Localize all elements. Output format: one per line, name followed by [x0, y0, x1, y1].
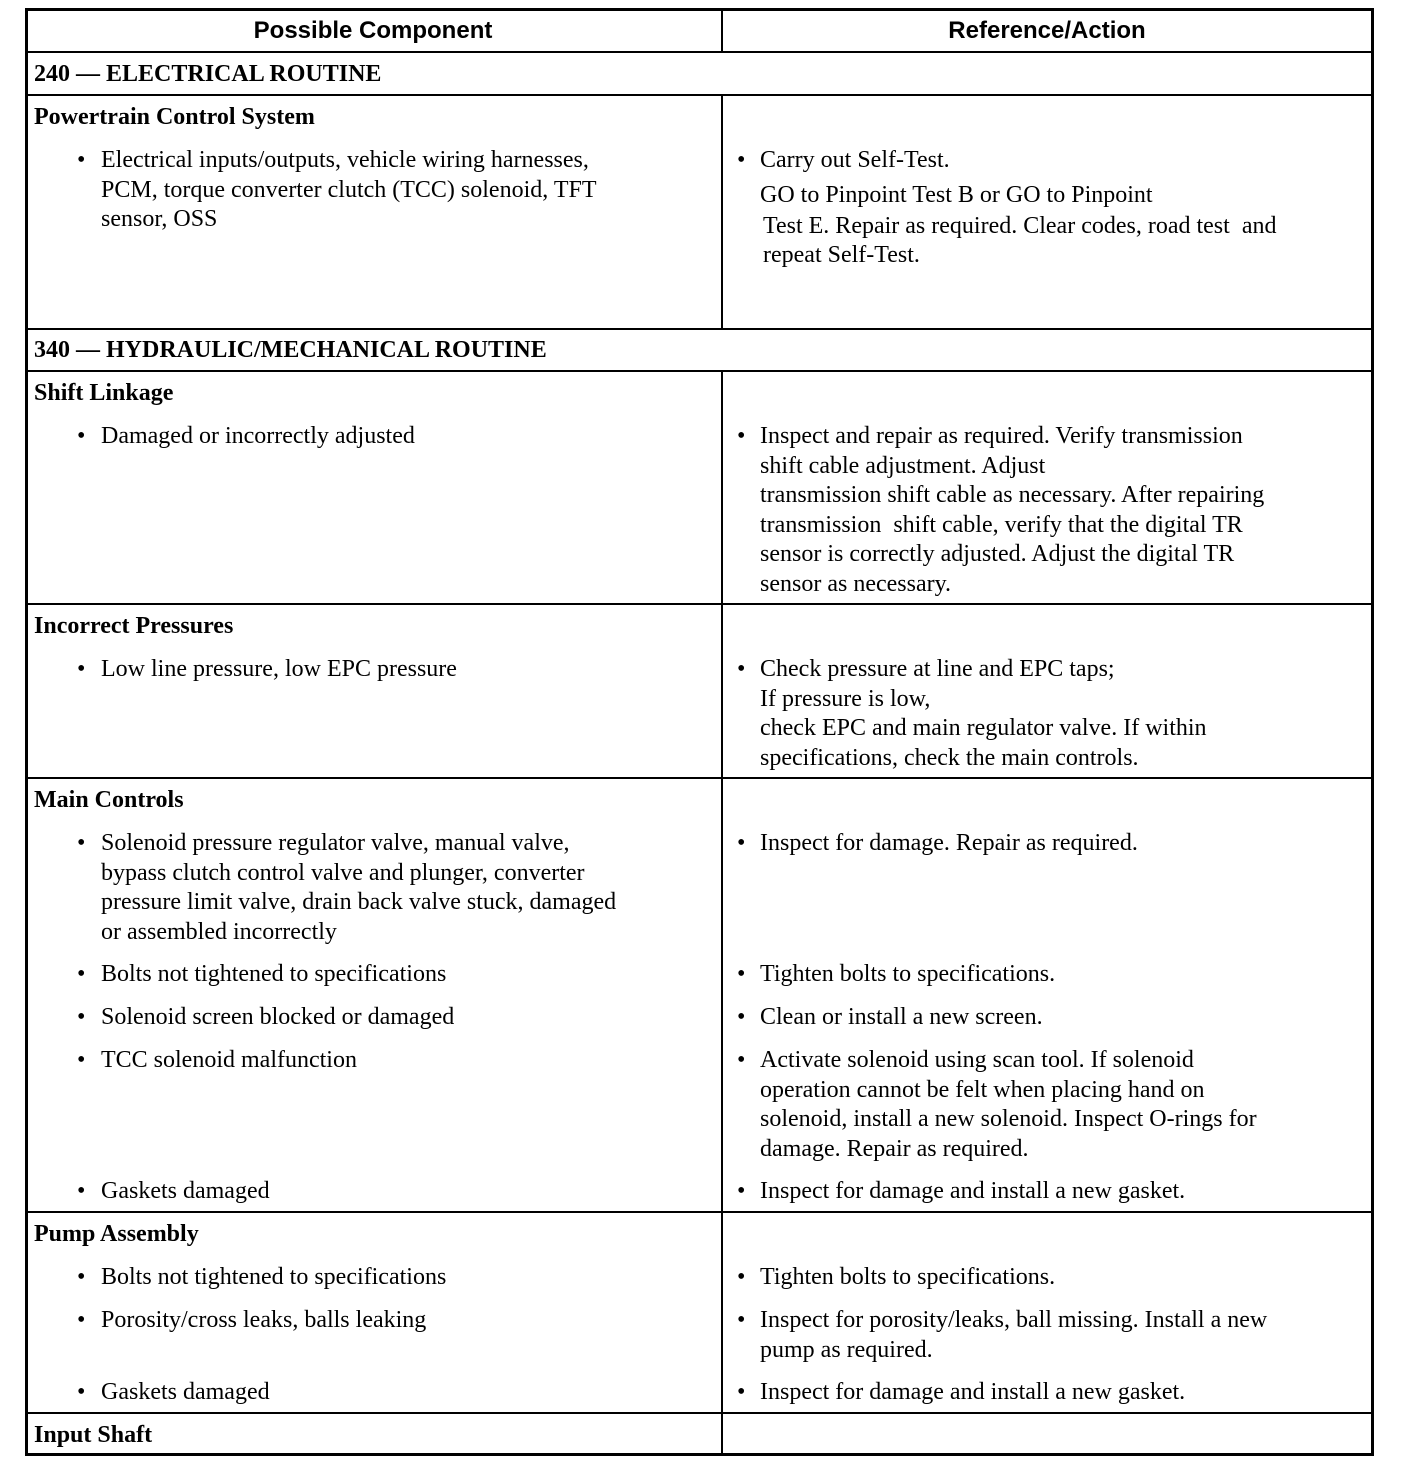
component-line: or assembled incorrectly	[101, 919, 337, 945]
component-line: bypass clutch control valve and plunger, converter	[101, 860, 585, 886]
component-line: Gaskets damaged	[101, 1178, 270, 1204]
row-divider	[25, 603, 1374, 605]
action-line: Inspect for porosity/leaks, ball missing. Install a new	[760, 1307, 1268, 1333]
bullet: •	[737, 961, 746, 987]
row-divider	[25, 777, 1374, 779]
bullet: •	[737, 656, 746, 682]
group-title-pump-assembly: Pump Assembly	[34, 1221, 199, 1247]
row-divider	[25, 370, 1374, 372]
action-line: pump as required.	[760, 1337, 933, 1363]
action-line: sensor as necessary.	[760, 571, 952, 597]
action-line: If pressure is low,	[760, 686, 931, 712]
action-line: Activate solenoid using scan tool. If solenoid	[760, 1047, 1194, 1073]
component-line: TCC solenoid malfunction	[101, 1047, 357, 1073]
bullet: •	[737, 1307, 746, 1333]
row-divider	[25, 94, 1374, 96]
group-title-incorrect-pressures: Incorrect Pressures	[34, 613, 234, 639]
action-line: Check pressure at line and EPC taps;	[760, 656, 1115, 682]
table-border-left	[25, 8, 28, 1456]
action-line: transmission shift cable as necessary. After repairing	[760, 482, 1265, 508]
bullet: •	[77, 423, 86, 449]
bullet: •	[77, 1379, 86, 1405]
header-possible-component: Possible Component	[253, 17, 493, 44]
group-title-input-shaft: Input Shaft	[34, 1422, 153, 1448]
row-divider	[25, 51, 1374, 53]
component-line: pressure limit valve, drain back valve stuck, damaged	[101, 889, 617, 915]
group-title-main-controls: Main Controls	[34, 787, 184, 813]
bullet: •	[737, 1047, 746, 1073]
component-line: Solenoid pressure regulator valve, manual valve,	[101, 830, 570, 856]
component-line: Bolts not tightened to specifications	[101, 1264, 447, 1290]
action-line: Inspect for damage. Repair as required.	[760, 830, 1138, 856]
diagnostic-table	[25, 8, 1374, 1456]
bullet: •	[737, 1178, 746, 1204]
component-line: Bolts not tightened to specifications	[101, 961, 447, 987]
component-line: Gaskets damaged	[101, 1379, 270, 1405]
action-line: Tighten bolts to specifications.	[760, 961, 1056, 987]
bullet: •	[77, 1047, 86, 1073]
table-border-top	[25, 8, 1374, 11]
bullet: •	[737, 423, 746, 449]
component-line: Damaged or incorrectly adjusted	[101, 423, 415, 449]
table-border-bottom	[25, 1453, 1374, 1456]
action-line: operation cannot be felt when placing hand on	[760, 1077, 1205, 1103]
component-line: PCM, torque converter clutch (TCC) solenoid, TFT	[101, 177, 597, 203]
bullet: •	[77, 1004, 86, 1030]
action-line: Test E. Repair as required. Clear codes, road test and	[763, 213, 1277, 239]
component-line: Porosity/cross leaks, balls leaking	[101, 1307, 427, 1333]
component-line: sensor, OSS	[101, 206, 218, 232]
bullet: •	[77, 147, 86, 173]
action-line: GO to Pinpoint Test B or GO to Pinpoint	[760, 182, 1153, 208]
action-line: Inspect and repair as required. Verify transmission	[760, 423, 1243, 449]
action-line: Inspect for damage and install a new gasket.	[760, 1379, 1186, 1405]
action-line: shift cable adjustment. Adjust	[760, 453, 1046, 479]
action-line: transmission shift cable, verify that the digital TR	[760, 512, 1243, 538]
row-divider	[25, 1412, 1374, 1414]
bullet: •	[77, 830, 86, 856]
action-line: check EPC and main regulator valve. If within	[760, 715, 1207, 741]
group-title-powertrain-control-system: Powertrain Control System	[34, 104, 315, 130]
bullet: •	[737, 830, 746, 856]
action-line: Clean or install a new screen.	[760, 1004, 1043, 1030]
bullet: •	[737, 1264, 746, 1290]
column-divider	[721, 95, 723, 329]
action-line: Carry out Self-Test.	[760, 147, 950, 173]
section-title-electrical: 240 — ELECTRICAL ROUTINE	[34, 61, 382, 87]
bullet: •	[737, 1379, 746, 1405]
bullet: •	[77, 961, 86, 987]
bullet: •	[737, 147, 746, 173]
row-divider	[25, 328, 1374, 330]
component-line: Low line pressure, low EPC pressure	[101, 656, 457, 682]
action-line: repeat Self-Test.	[763, 242, 920, 268]
column-divider	[721, 371, 723, 1456]
action-line: solenoid, install a new solenoid. Inspect O-rings for	[760, 1106, 1257, 1132]
action-line: specifications, check the main controls.	[760, 745, 1139, 771]
table-border-right	[1371, 8, 1374, 1456]
action-line: Tighten bolts to specifications.	[760, 1264, 1056, 1290]
bullet: •	[77, 1307, 86, 1333]
component-line: Electrical inputs/outputs, vehicle wiring harnesses,	[101, 147, 589, 173]
bullet: •	[737, 1004, 746, 1030]
action-line: Inspect for damage and install a new gasket.	[760, 1178, 1186, 1204]
section-title-hydraulic-mechanical: 340 — HYDRAULIC/MECHANICAL ROUTINE	[34, 337, 547, 363]
group-title-shift-linkage: Shift Linkage	[34, 380, 174, 406]
component-line: Solenoid screen blocked or damaged	[101, 1004, 455, 1030]
bullet: •	[77, 1178, 86, 1204]
bullet: •	[77, 656, 86, 682]
action-line: sensor is correctly adjusted. Adjust the digital TR	[760, 541, 1235, 567]
row-divider	[25, 1211, 1374, 1213]
header-reference-action: Reference/Action	[948, 17, 1146, 44]
bullet: •	[77, 1264, 86, 1290]
action-line: damage. Repair as required.	[760, 1136, 1029, 1162]
